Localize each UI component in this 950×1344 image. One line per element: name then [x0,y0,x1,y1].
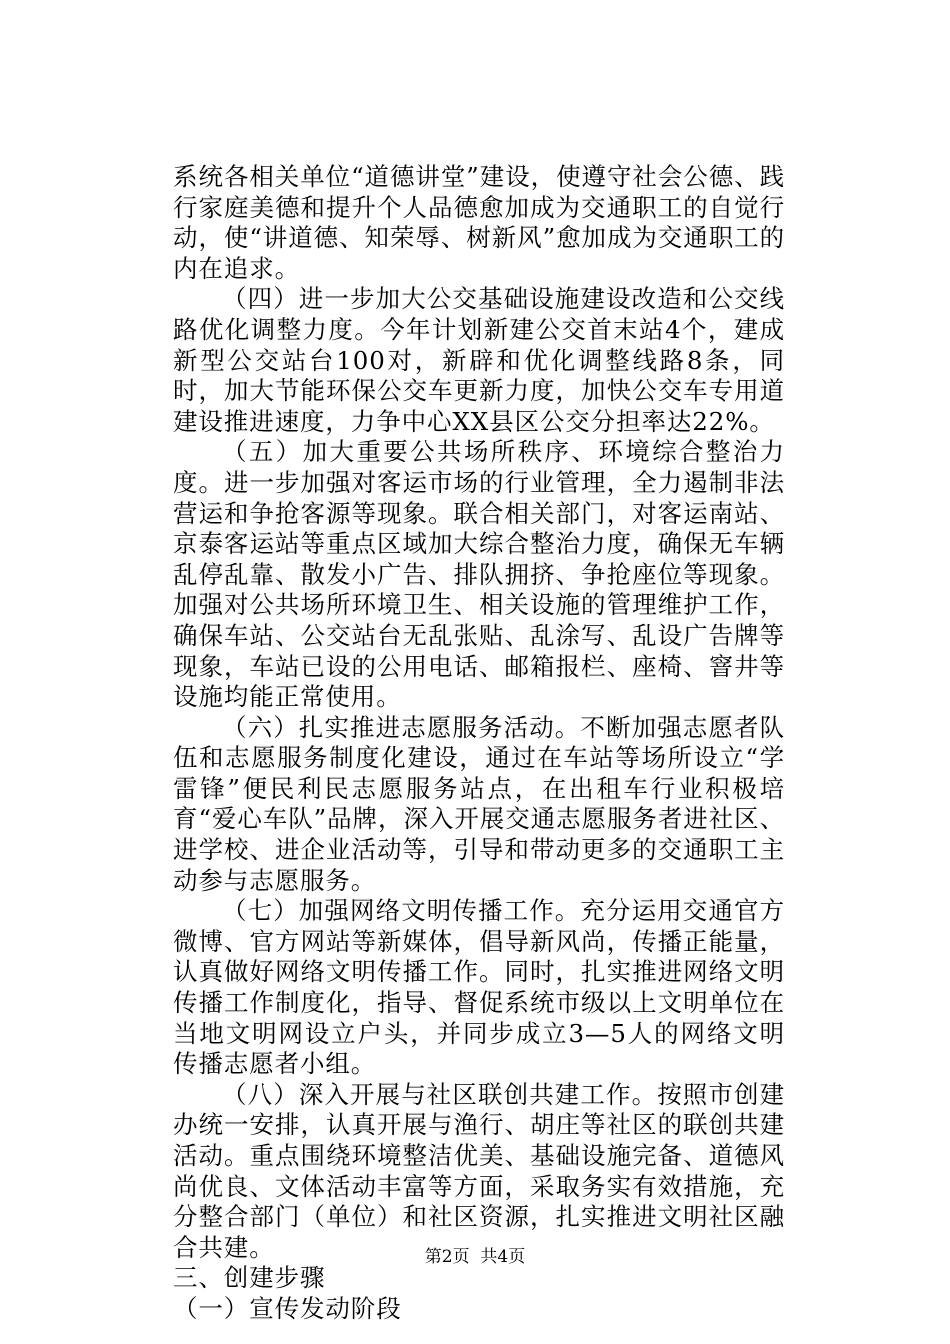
paragraph-item-8: （八）深入开展与社区联创共建工作。按照市创建办统一安排，认真开展与渔行、胡庄等社区的联创共建活动。重点围绕环境整洁优美、基础设施完备、道德风尚优良、文体活动丰富等方面，采取务实有效措施，充分整合部门（单位）和社区资源，扎实推进文明社区融合共建。 [173,1079,785,1262]
document-body [173,162,785,1325]
paragraph-item-5: （五）加大重要公共场所秩序、环境综合整治力度。进一步加强对客运市场的行业管理，全力遏制非法营运和争抢客源等现象。联合相关部门，对客运南站、京泰客运站等重点区域加大综合整治力度，确保无车辆乱停乱靠、散发小广告、排队拥挤、争抢座位等现象。加强对公共场所环境卫生、相关设施的管理维护工作，确保车站、公交站台无乱张贴、乱涂写、乱设广告牌等现象，车站已设的公用电话、邮箱报栏、座椅、窨井等设施均能正常使用。 [173,437,785,712]
current-page-number: 2 [441,1247,453,1267]
page-label-prefix: 第 [424,1247,442,1267]
sub-heading: （一）宣传发动阶段 [173,1293,402,1323]
paragraph-item-6: （六）扎实推进志愿服务活动。不断加强志愿者队伍和志愿服务制度化建设，通过在车站等场所设立“学雷锋”便民利民志愿服务站点，在出租车行业积极培育“爱心车队”品牌，深入开展交通志愿服务者进社区、进学校、进企业活动等，引导和带动更多的交通职工主动参与志愿服务。 [173,712,785,895]
paragraph-item-4: （四）进一步加大公交基础设施建设改造和公交线路优化调整力度。今年计划新建公交首末站4个，建成新型公交站台100对，新辟和优化调整线路8条，同时，加大节能环保公交车更新力度，加快公交车专用道建设推进速度，力争中心XX县区公交分担率达22%。 [173,284,785,436]
total-pages-number: 4 [497,1247,509,1267]
page-footer [0,1247,950,1267]
paragraph-item-7: （七）加强网络文明传播工作。充分运用交通官方微博、官方网站等新媒体，倡导新风尚，传播正能量，认真做好网络文明传播工作。同时，扎实推进网络文明传播工作制度化，指导、督促系统市级以上文明单位在当地文明网设立户头，并同步成立3—5人的网络文明传播志愿者小组。 [173,896,785,1079]
page-label-suffix: 页 [508,1247,526,1267]
page-label-mid: 页 共 [452,1247,498,1267]
section-heading: 三、创建步骤 [173,1263,326,1293]
paragraph-continuation: 系统各相关单位“道德讲堂”建设，使遵守社会公德、践行家庭美德和提升个人品德愈加成为交通职工的自觉行动，使“讲道德、知荣辱、树新风”愈加成为交通职工的内在追求。 [173,162,785,283]
